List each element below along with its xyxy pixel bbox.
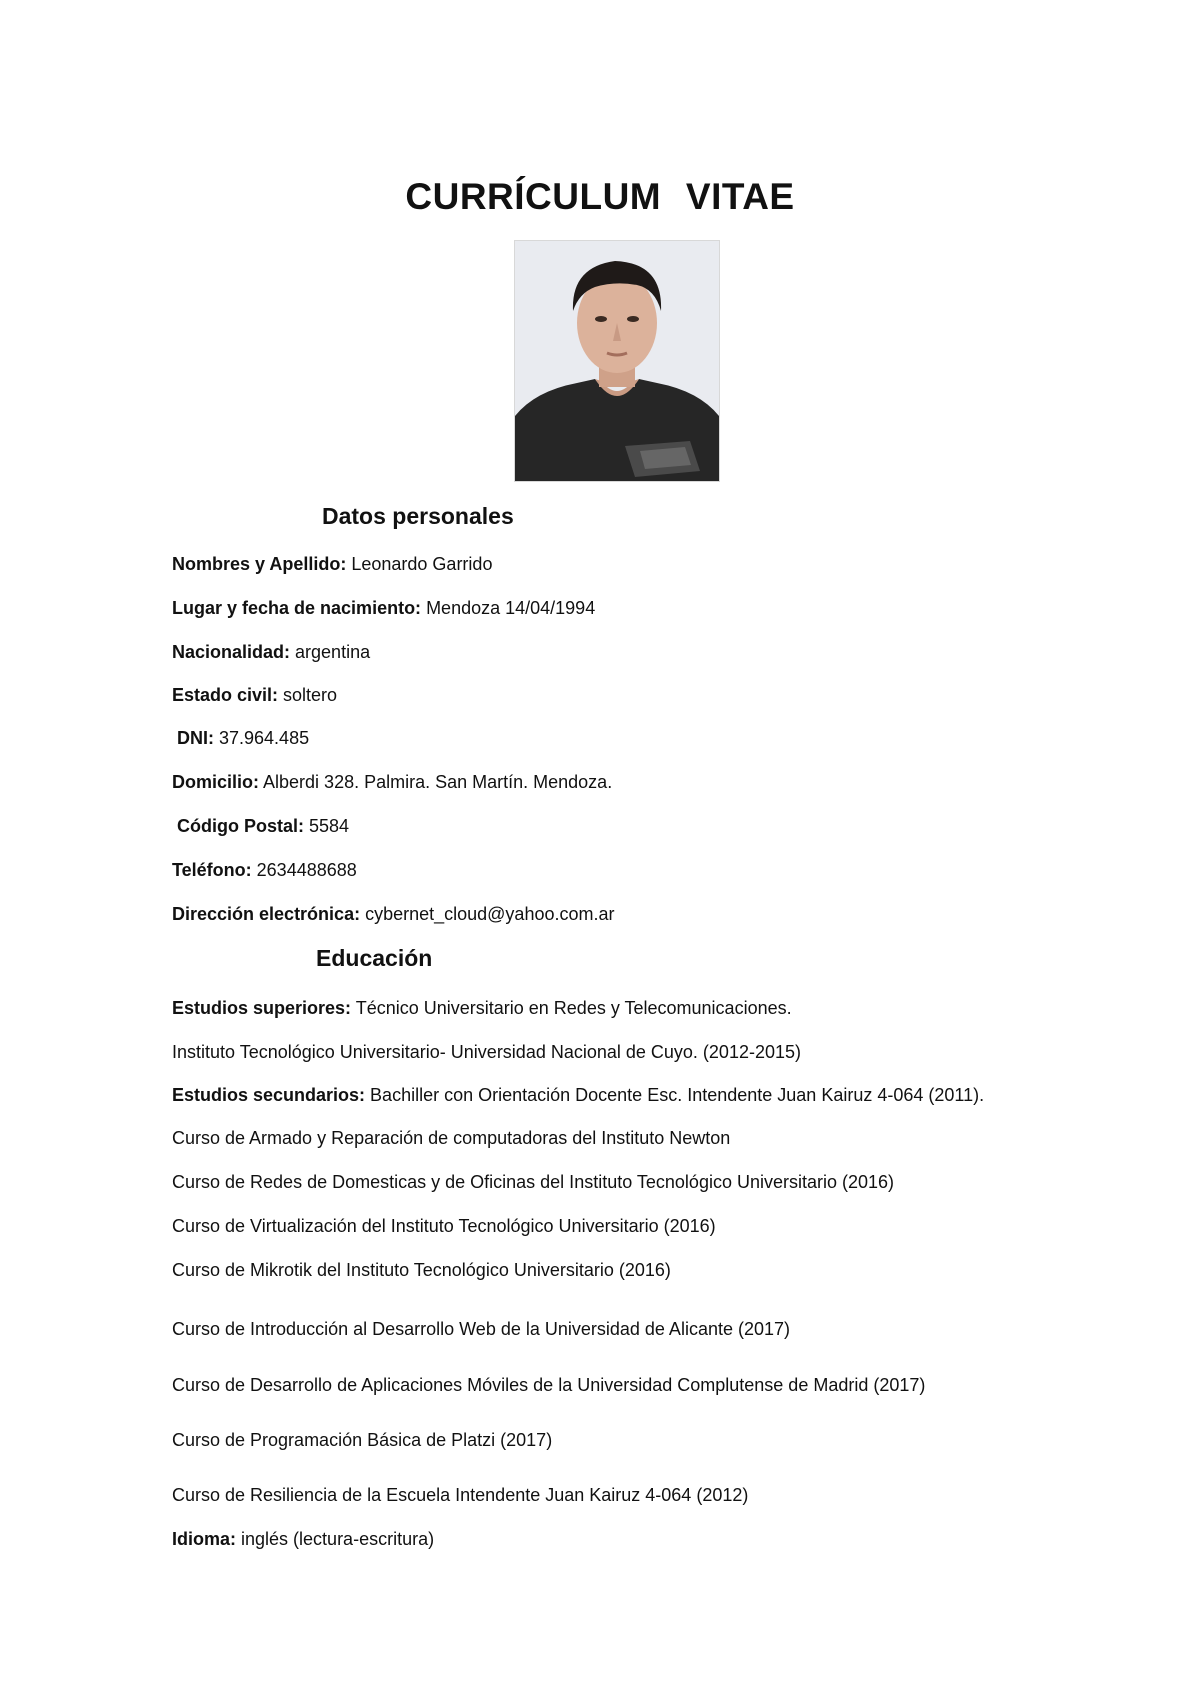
education-language — [172, 1529, 434, 1550]
field-value: Técnico Universitario en Redes y Telecomunicaciones. — [351, 998, 792, 1018]
field-value: Alberdi 328. Palmira. San Martín. Mendoza. — [259, 772, 613, 792]
field-label: Idioma: — [172, 1529, 237, 1549]
field-name — [172, 554, 492, 575]
course-item: Curso de Armado y Reparación de computadoras del Instituto Newton — [172, 1128, 731, 1148]
section-heading-education: Educación — [316, 945, 433, 971]
course-item: Curso de Desarrollo de Aplicaciones Móviles de la Universidad Complutense de Madrid (2017) — [172, 1375, 926, 1395]
education-superior — [172, 998, 792, 1019]
field-label: Estado civil: — [172, 685, 279, 705]
course-item: Curso de Virtualización del Instituto Tecnológico Universitario (2016) — [172, 1216, 716, 1236]
field-email — [172, 904, 615, 925]
field-value: Bachiller con Orientación Docente Esc. Intendente Juan Kairuz 4-064 (2011). — [365, 1085, 985, 1105]
field-value: inglés (lectura-escritura) — [236, 1529, 435, 1549]
field-label: Nacionalidad: — [172, 642, 291, 662]
course-item: Curso de Programación Básica de Platzi (2017) — [172, 1430, 553, 1450]
document-title: CURRÍCULUM VITAE — [405, 176, 795, 217]
field-value: Leonardo Garrido — [346, 554, 493, 574]
field-birth — [172, 598, 595, 619]
field-value: cybernet_cloud@yahoo.com.ar — [360, 904, 615, 924]
field-value: 5584 — [304, 816, 350, 836]
field-label: Nombres y Apellido: — [172, 554, 347, 574]
field-value: soltero — [278, 685, 338, 705]
course-item: Curso de Mikrotik del Instituto Tecnológico Universitario (2016) — [172, 1260, 671, 1280]
field-label: Domicilio: — [172, 772, 260, 792]
field-nationality — [172, 642, 370, 663]
course-item: Curso de Introducción al Desarrollo Web de la Universidad de Alicante (2017) — [172, 1319, 791, 1339]
field-label: Código Postal: — [177, 816, 304, 836]
education-institute: Instituto Tecnológico Universitario- Universidad Nacional de Cuyo. (2012-2015) — [172, 1042, 801, 1062]
profile-photo — [514, 240, 720, 482]
field-address — [172, 772, 612, 793]
field-value: argentina — [290, 642, 371, 662]
field-value: Mendoza 14/04/1994 — [421, 598, 596, 618]
field-label: Estudios superiores: — [172, 998, 352, 1018]
field-postal-code — [177, 816, 349, 837]
section-heading-personal: Datos personales — [322, 503, 514, 529]
field-dni — [177, 728, 309, 749]
education-secondary — [172, 1085, 984, 1106]
field-label: DNI: — [177, 728, 214, 748]
field-label: Lugar y fecha de nacimiento: — [172, 598, 422, 618]
field-phone — [172, 860, 357, 881]
course-item: Curso de Redes de Domesticas y de Oficinas del Instituto Tecnológico Universitario (2016) — [172, 1172, 895, 1192]
field-label: Teléfono: — [172, 860, 252, 880]
field-value: 2634488688 — [251, 860, 357, 880]
field-label: Estudios secundarios: — [172, 1085, 366, 1105]
course-item: Curso de Resiliencia de la Escuela Intendente Juan Kairuz 4-064 (2012) — [172, 1485, 749, 1505]
field-label: Dirección electrónica: — [172, 904, 361, 924]
field-civil-status — [172, 685, 337, 706]
field-value: 37.964.485 — [214, 728, 310, 748]
